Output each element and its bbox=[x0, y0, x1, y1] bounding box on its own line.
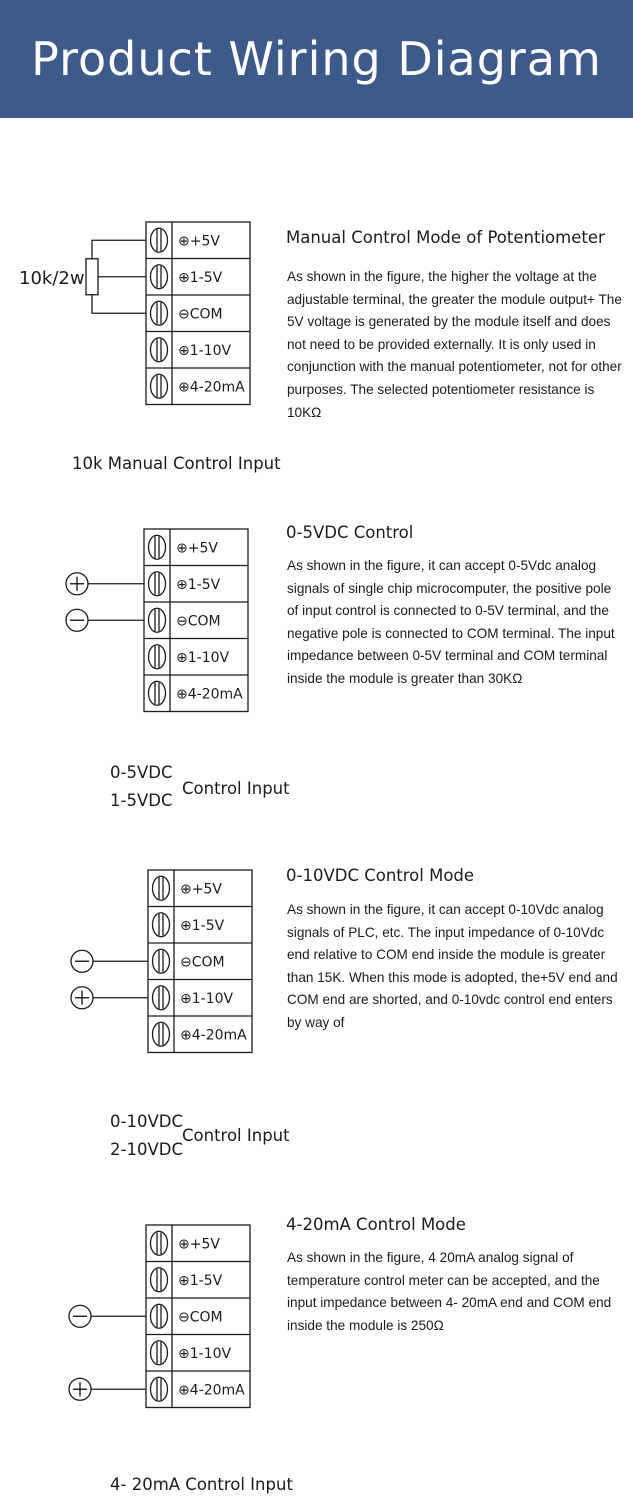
screw-icon bbox=[151, 1304, 168, 1328]
terminal-label: ⊖COM bbox=[180, 954, 225, 971]
section-4-20ma bbox=[0, 1205, 633, 1500]
screw-icon bbox=[151, 374, 168, 398]
terminal-label: ⊕1-10V bbox=[176, 649, 230, 666]
terminal-label: ⊖COM bbox=[178, 306, 223, 323]
potentiometer-resistor bbox=[86, 259, 98, 295]
terminal-block bbox=[146, 1225, 250, 1408]
wire bbox=[92, 295, 146, 314]
header-banner bbox=[0, 0, 633, 118]
section-title: Manual Control Mode of Potentiometer bbox=[286, 228, 605, 247]
terminal-label: ⊕4-20mA bbox=[178, 1382, 245, 1399]
terminal-label: ⊕+5V bbox=[178, 233, 220, 250]
screw-icon bbox=[151, 1341, 168, 1365]
section-title: 0-5VDC Control bbox=[286, 523, 414, 542]
caption-suffix: Control Input bbox=[182, 1126, 290, 1145]
wire bbox=[92, 240, 146, 259]
terminal-label: ⊕4-20mA bbox=[180, 1027, 247, 1044]
screw-icon bbox=[153, 986, 170, 1010]
section-0-5vdc bbox=[0, 515, 633, 815]
screw-icon bbox=[151, 1268, 168, 1292]
terminal-label: ⊖COM bbox=[178, 1309, 223, 1326]
terminal-block bbox=[148, 870, 252, 1053]
caption-range-secondary: 1-5VDC bbox=[110, 791, 173, 810]
diagram-caption: 4- 20mA Control Input bbox=[110, 1475, 293, 1494]
screw-icon bbox=[153, 949, 170, 973]
terminal-block bbox=[144, 529, 248, 712]
negative-terminal-icon bbox=[66, 609, 88, 631]
terminal-label: ⊕4-20mA bbox=[178, 379, 245, 396]
section-title: 0-10VDC Control Mode bbox=[286, 866, 475, 885]
terminal-label: ⊕+5V bbox=[180, 881, 222, 898]
page-title: Product Wiring Diagram bbox=[31, 32, 602, 86]
terminal-label: ⊕1-10V bbox=[180, 990, 234, 1007]
positive-terminal-icon bbox=[71, 987, 93, 1009]
terminal-label: ⊕1-5V bbox=[180, 917, 225, 934]
screw-icon bbox=[151, 338, 168, 362]
screw-icon bbox=[151, 1231, 168, 1255]
screw-icon bbox=[151, 1377, 168, 1401]
screw-icon bbox=[149, 535, 166, 559]
section-0-10vdc bbox=[0, 860, 633, 1170]
terminal-label: ⊕+5V bbox=[178, 1236, 220, 1253]
screw-icon bbox=[151, 301, 168, 325]
caption-range-primary: 0-10VDC bbox=[110, 1112, 183, 1131]
terminal-label: ⊕4-20mA bbox=[176, 686, 243, 703]
terminal-label: ⊕1-5V bbox=[178, 269, 223, 286]
terminal-label: ⊖COM bbox=[176, 613, 221, 630]
screw-icon bbox=[149, 608, 166, 632]
section-description: As shown in the figure, it can accept 0-5Vdc analog signals of single chip microcomputer, the positive pole of input control is connected to 0-5V terminal, and the negative pole is connected to COM terminal. The input impedance between 0-5V terminal and COM terminal inside the module is greater than 30KΩ bbox=[287, 558, 615, 686]
section-description: As shown in the figure, it can accept 0-10Vdc analog signals of PLC, etc. The input impedance of 0-10Vdc end relative to COM end inside the module is greater than 15K. When this mode is adopted, the+5V end and COM end are shorted, and 0-10vdc control end enters by way of bbox=[287, 902, 618, 1030]
screw-icon bbox=[151, 228, 168, 252]
terminal-label: ⊕1-10V bbox=[178, 342, 232, 359]
diagram-caption: 10k Manual Control Input bbox=[72, 454, 281, 473]
screw-icon bbox=[149, 645, 166, 669]
screw-icon bbox=[153, 913, 170, 937]
screw-icon bbox=[153, 1022, 170, 1046]
screw-icon bbox=[149, 681, 166, 705]
screw-icon bbox=[153, 876, 170, 900]
section-title: 4-20mA Control Mode bbox=[286, 1215, 466, 1234]
caption-suffix: Control Input bbox=[182, 779, 290, 798]
terminal-label: ⊕1-10V bbox=[178, 1345, 232, 1362]
positive-terminal-icon bbox=[66, 573, 88, 595]
section-description: As shown in the figure, 4 20mA analog signal of temperature control meter can be accepted, and the input impedance between 4- 20mA end and COM end inside the module is 250Ω bbox=[287, 1250, 612, 1333]
section-potentiometer bbox=[0, 210, 633, 490]
caption-range-secondary: 2-10VDC bbox=[110, 1140, 183, 1159]
caption-range-primary: 0-5VDC bbox=[110, 763, 173, 782]
positive-terminal-icon bbox=[69, 1378, 91, 1400]
negative-terminal-icon bbox=[69, 1305, 91, 1327]
resistor-label: 10k/2w bbox=[19, 267, 85, 289]
terminal-label: ⊕1-5V bbox=[178, 1272, 223, 1289]
screw-icon bbox=[151, 265, 168, 289]
screw-icon bbox=[149, 572, 166, 596]
negative-terminal-icon bbox=[71, 950, 93, 972]
terminal-block bbox=[146, 222, 250, 405]
terminal-label: ⊕+5V bbox=[176, 540, 218, 557]
terminal-label: ⊕1-5V bbox=[176, 576, 221, 593]
section-description: As shown in the figure, the higher the voltage at the adjustable terminal, the greater the module output+ The 5V voltage is generated by the module itself and does not need to be provided externally. It is only used in conjunction with the manual potentiometer, not for other purposes. The selected potentiometer resistance is 10KΩ bbox=[287, 269, 622, 420]
